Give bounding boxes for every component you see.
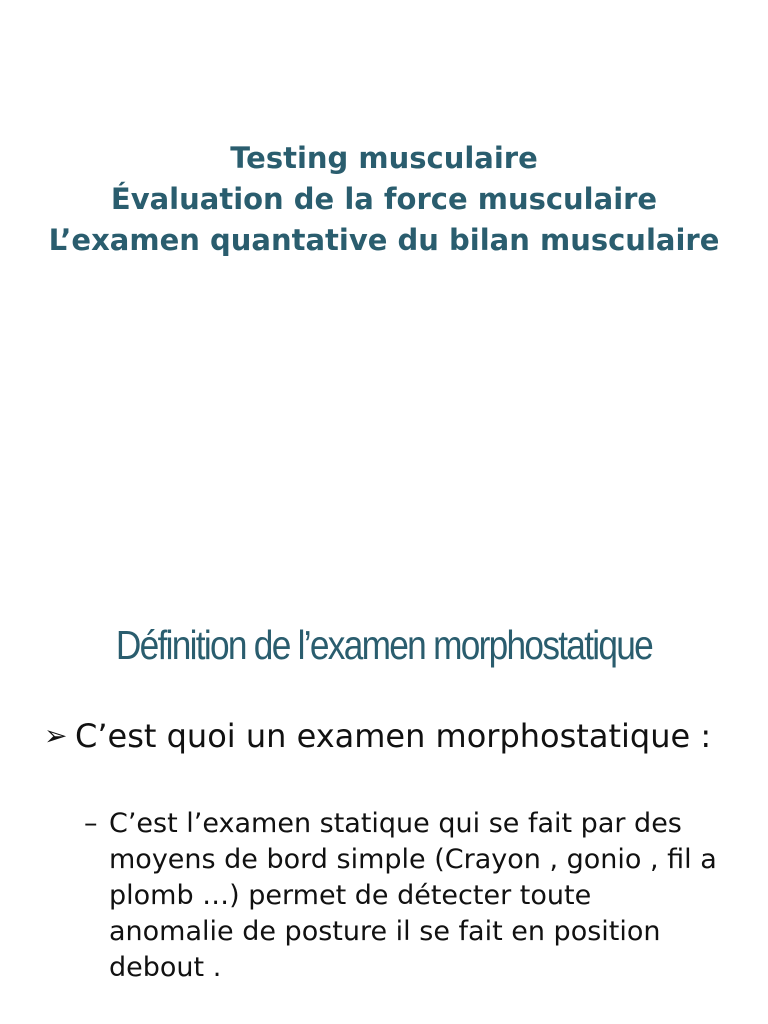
sub-bullet-item	[84, 806, 724, 986]
dash-bullet-icon: –	[84, 808, 98, 839]
slide-title	[40, 138, 728, 261]
content-slide	[0, 576, 768, 1024]
bullet-item	[44, 716, 734, 756]
title-line-1: Testing musculaire	[230, 141, 538, 175]
arrow-bullet-icon: ➢	[44, 719, 68, 752]
bullet-text: C’est quoi un examen morphostatique :	[75, 717, 712, 755]
section-heading: Définition de l’examen morphostatique	[115, 622, 653, 668]
title-line-3: L’examen quantative du bilan musculaire	[48, 223, 720, 257]
title-line-2: Évaluation de la force musculaire	[110, 182, 658, 216]
sub-bullet-text: C’est l’examen statique qui se fait par des moyens de bord simple (Crayon , gonio , fil a plomb …) permet de détecter toute anomalie de posture il se fait en position debout .	[109, 808, 717, 983]
